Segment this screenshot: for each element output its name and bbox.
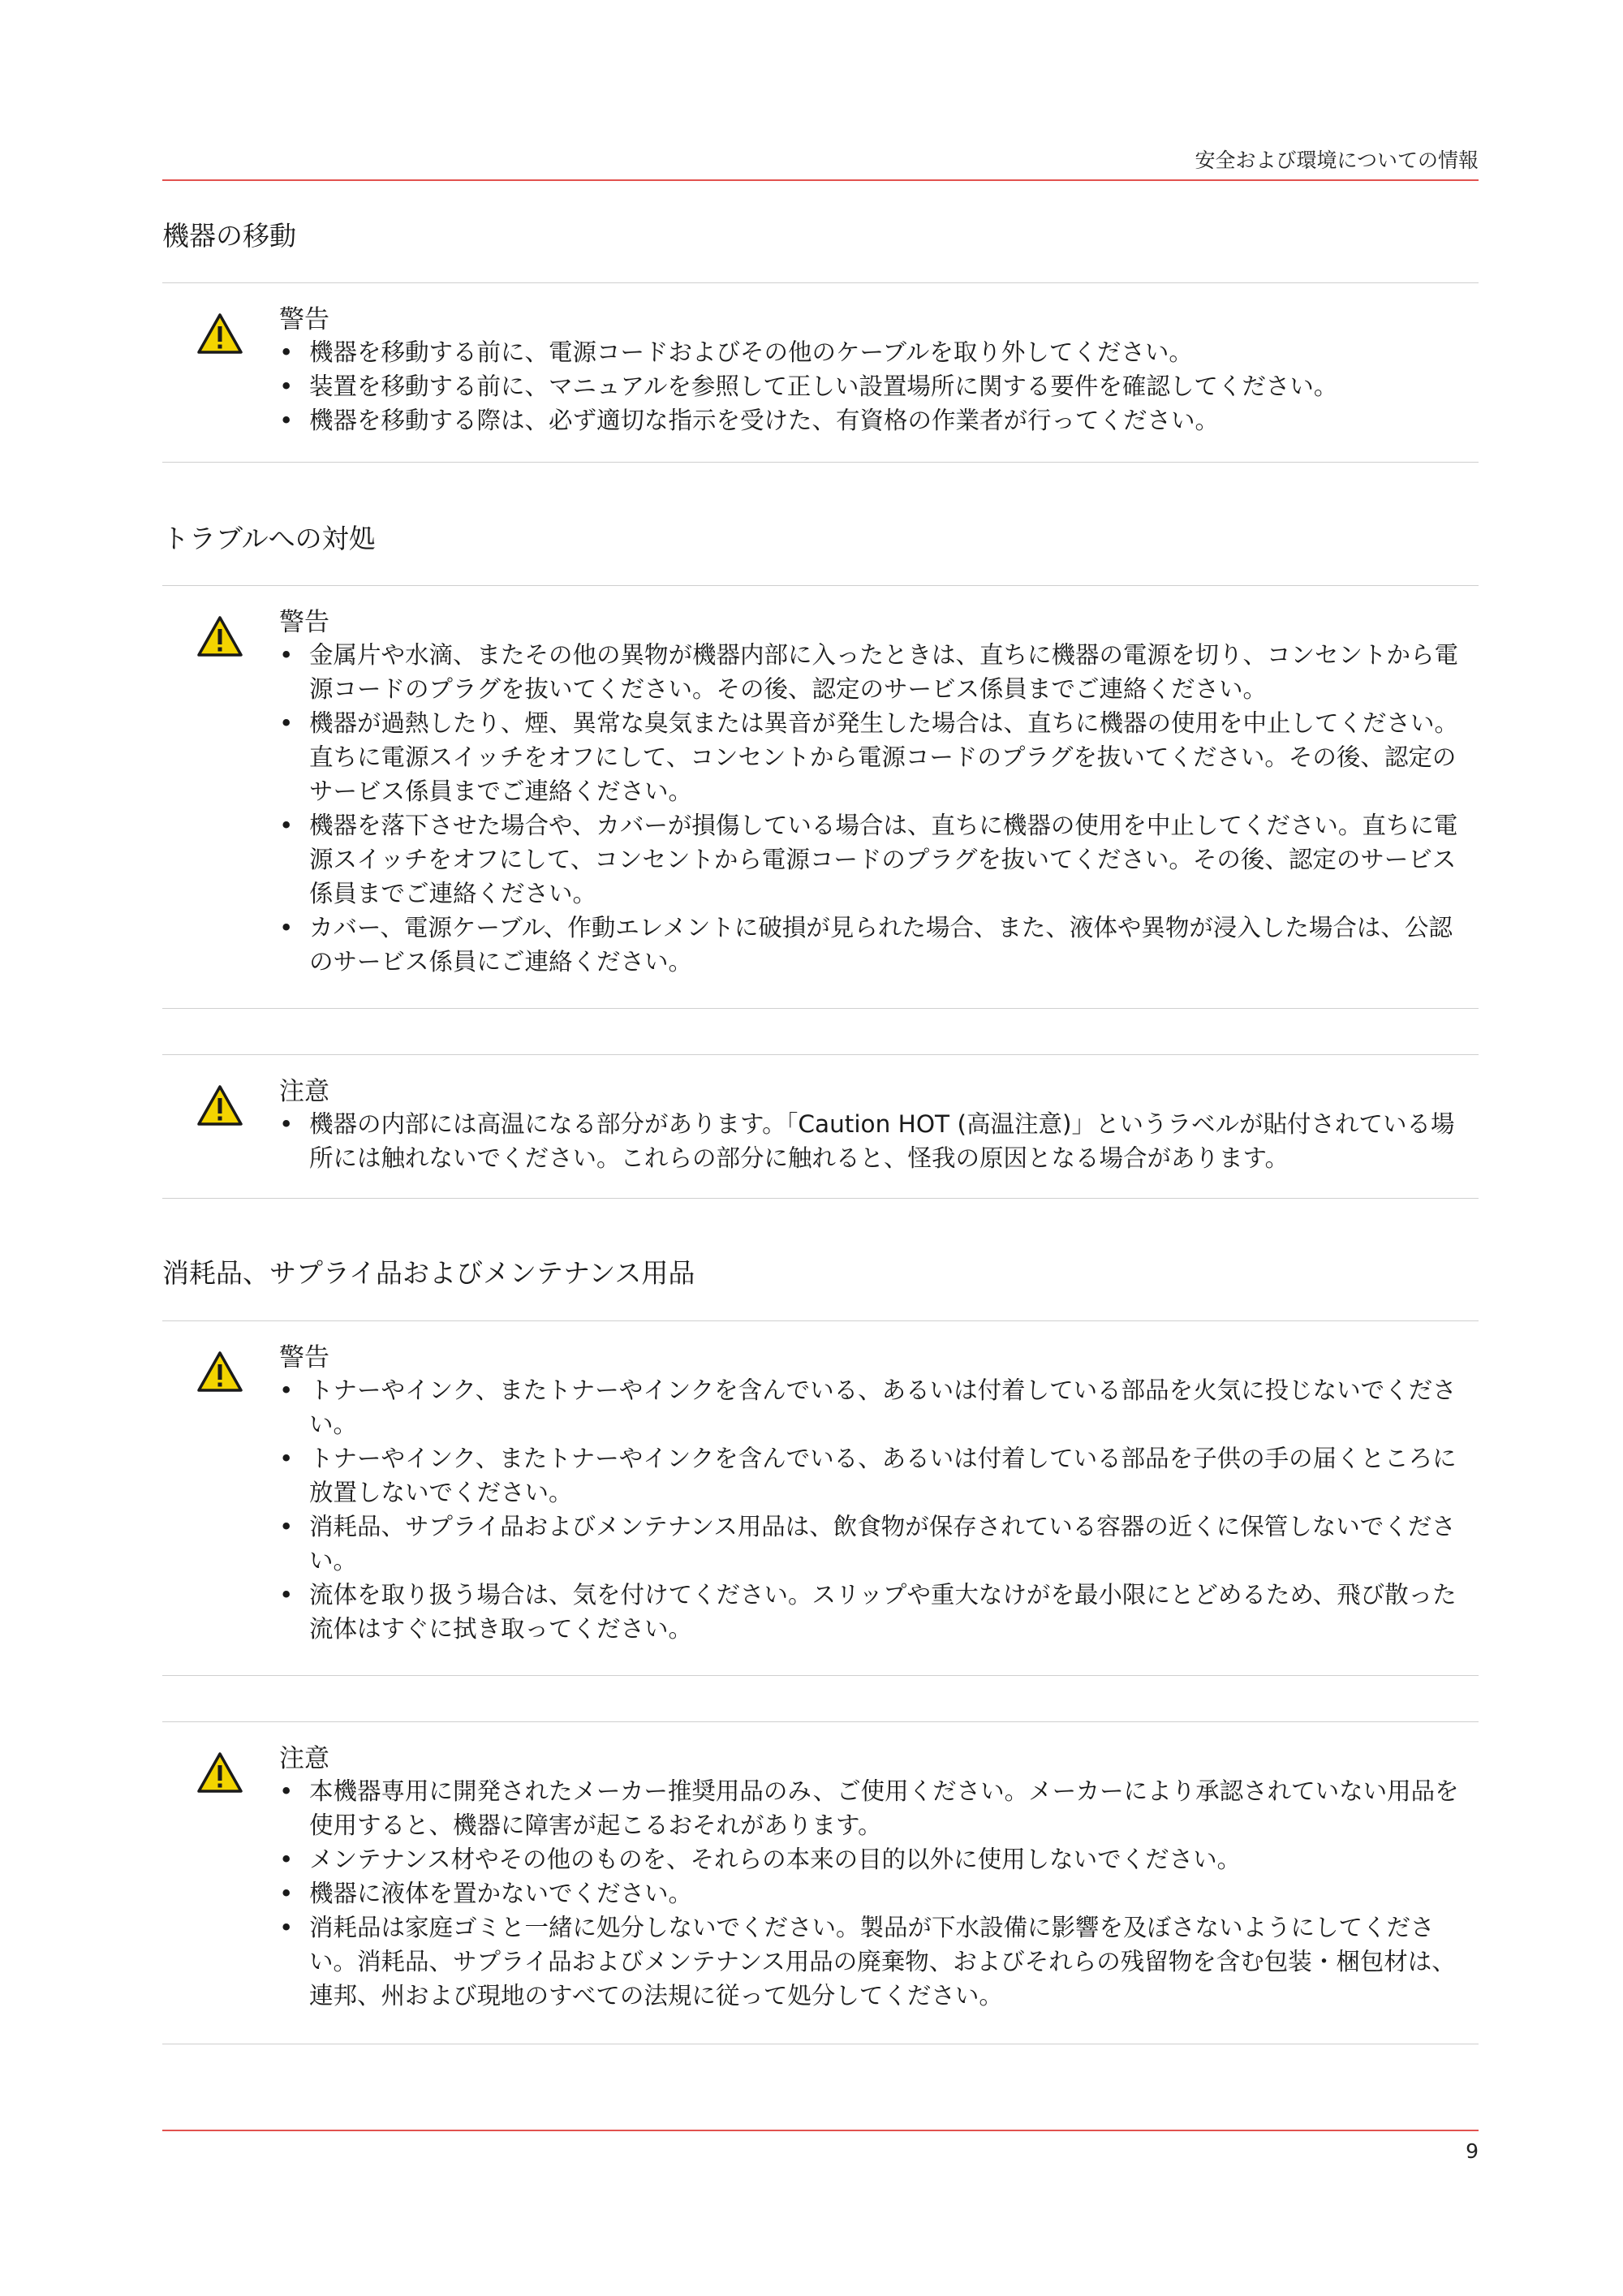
- warning-content: [279, 1342, 1472, 1646]
- caution-content: [279, 1076, 1472, 1175]
- warning-triangle-icon: [196, 1084, 243, 1126]
- list-item: • 機器を移動する際は、必ず適切な指示を受けた、有資格の作業者が行ってください。: [279, 403, 1472, 437]
- list-item: • 金属片や水滴、またその他の異物が機器内部に入ったときは、直ちに機器の電源を切り、コンセントから電源コードのプラグを抜いてください。その後、認定のサービス係員までご連絡ください。: [279, 638, 1472, 706]
- list-item: • 流体を取り扱う場合は、気を付けてください。スリップや重大なけがを最小限にとどめるため、飛び散った流体はすぐに拭き取ってください。: [279, 1578, 1472, 1646]
- list-item: • 機器に液体を置かないでください。: [279, 1876, 1472, 1910]
- caution-list: [279, 1107, 1472, 1175]
- warning-list: [279, 335, 1472, 437]
- warning-list: [279, 1373, 1472, 1646]
- warning-heading: 警告: [279, 608, 329, 637]
- list-item: • 消耗品は家庭ゴミと一緒に処分しないでください。製品が下水設備に影響を及ぼさないようにしてください。消耗品、サプライ品およびメンテナンス用品の廃棄物、およびそれらの残留物を含む包装・梱包材は、連邦、州および現地のすべての法規に従って処分してください。: [279, 1910, 1472, 2013]
- caution-box-supplies: [162, 1721, 1479, 2044]
- warning-list: [279, 638, 1472, 979]
- warning-box-troubleshooting: [162, 585, 1479, 1009]
- section-title-troubleshooting: トラブルへの対処: [162, 523, 376, 554]
- footer-rule: [162, 2130, 1479, 2131]
- caution-heading: 注意: [279, 1077, 329, 1106]
- warning-triangle-icon: [196, 1350, 243, 1393]
- caution-heading: 注意: [279, 1744, 329, 1773]
- list-item: • メンテナンス材やその他のものを、それらの本来の目的以外に使用しないでください。: [279, 1842, 1472, 1876]
- list-item: • トナーやインク、またトナーやインクを含んでいる、あるいは付着している部品を火気に投じないでください。: [279, 1373, 1472, 1441]
- list-item: • トナーやインク、またトナーやインクを含んでいる、あるいは付着している部品を子供の手の届くところに放置しないでください。: [279, 1441, 1472, 1510]
- header-rule: [162, 179, 1479, 181]
- list-item: • 機器の内部には高温になる部分があります。「Caution HOT (高温注意)」というラベルが貼付されている場所には触れないでください。これらの部分に触れると、怪我の原因となる場合があります。: [279, 1107, 1472, 1175]
- list-item: • 機器を移動する前に、電源コードおよびその他のケーブルを取り外してください。: [279, 335, 1472, 369]
- list-item: • 装置を移動する前に、マニュアルを参照して正しい設置場所に関する要件を確認してください。: [279, 369, 1472, 403]
- page-number: 9: [1466, 2139, 1479, 2163]
- caution-list: [279, 1774, 1472, 2013]
- warning-heading: 警告: [279, 1343, 329, 1372]
- list-item: • 機器が過熱したり、煙、異常な臭気または異音が発生した場合は、直ちに機器の使用を中止してください。直ちに電源スイッチをオフにして、コンセントから電源コードのプラグを抜いてください。その後、認定のサービス係員までご連絡ください。: [279, 706, 1472, 808]
- list-item: • 消耗品、サプライ品およびメンテナンス用品は、飲食物が保存されている容器の近くに保管しないでください。: [279, 1510, 1472, 1578]
- warning-triangle-icon: [196, 312, 243, 355]
- warning-heading: 警告: [279, 305, 329, 334]
- running-header: 安全および環境についての情報: [1195, 149, 1479, 172]
- warning-content: [279, 607, 1472, 979]
- warning-box-moving: [162, 282, 1479, 463]
- warning-triangle-icon: [196, 1751, 243, 1794]
- warning-box-supplies: [162, 1320, 1479, 1676]
- caution-content: [279, 1743, 1472, 2013]
- list-item: • 機器を落下させた場合や、カバーが損傷している場合は、直ちに機器の使用を中止してください。直ちに電源スイッチをオフにして、コンセントから電源コードのプラグを抜いてください。その後、認定のサービス係員までご連絡ください。: [279, 808, 1472, 911]
- warning-triangle-icon: [196, 615, 243, 657]
- list-item: • カバー、電源ケーブル、作動エレメントに破損が見られた場合、また、液体や異物が浸入した場合は、公認のサービス係員にご連絡ください。: [279, 911, 1472, 979]
- caution-box-hot-parts: [162, 1054, 1479, 1199]
- warning-content: [279, 304, 1472, 437]
- section-title-supplies: 消耗品、サプライ品およびメンテナンス用品: [162, 1257, 695, 1289]
- section-title-moving: 機器の移動: [162, 220, 296, 252]
- list-item: • 本機器専用に開発されたメーカー推奨用品のみ、ご使用ください。メーカーにより承認されていない用品を使用すると、機器に障害が起こるおそれがあります。: [279, 1774, 1472, 1842]
